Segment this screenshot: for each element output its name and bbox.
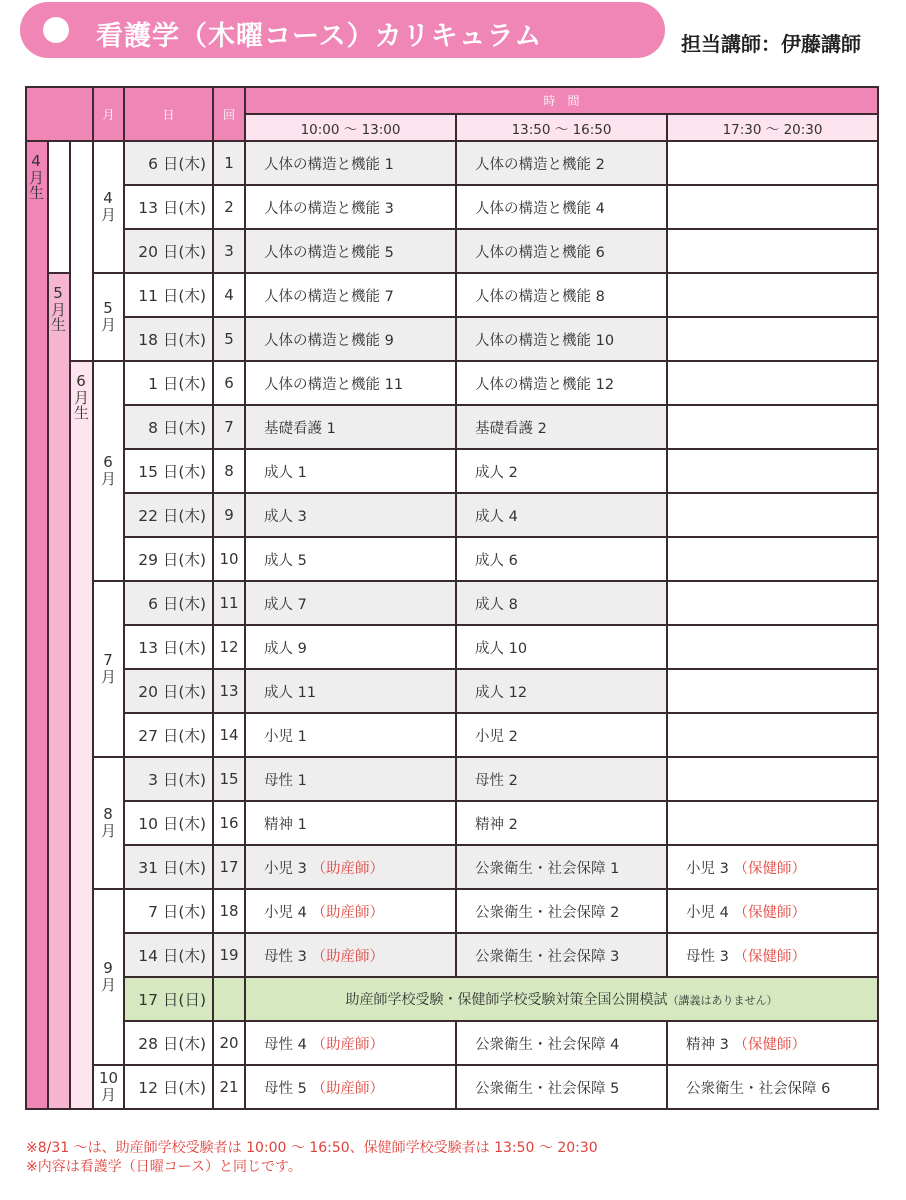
subject-slot-3: 母性 3 （保健師） — [667, 933, 878, 977]
table-row — [26, 713, 878, 757]
session-number: 21 — [213, 1065, 245, 1109]
subject-slot-1: 人体の構造と機能 5 — [245, 229, 456, 273]
subject-slot-3: 小児 4 （保健師） — [667, 889, 878, 933]
table-row — [26, 933, 878, 977]
table-row — [26, 625, 878, 669]
subject-slot-2: 基礎看護 2 — [456, 405, 667, 449]
session-number: 9 — [213, 493, 245, 537]
subject-slot-1: 人体の構造と機能 9 — [245, 317, 456, 361]
public-health-nurse-note: （保健師） — [733, 904, 806, 921]
subject-slot-1: 母性 3 （助産師） — [245, 933, 456, 977]
subject-slot-1: 小児 1 — [245, 713, 456, 757]
subject-slot-2: 人体の構造と機能 2 — [456, 141, 667, 185]
table-row — [26, 1021, 878, 1065]
session-number: 4 — [213, 273, 245, 317]
subject-slot-3 — [667, 273, 878, 317]
table-row — [26, 141, 878, 185]
subject-slot-2: 人体の構造と機能 12 — [456, 361, 667, 405]
subject-slot-2: 人体の構造と機能 8 — [456, 273, 667, 317]
subject-slot-3 — [667, 537, 878, 581]
subject-slot-1: 成人 11 — [245, 669, 456, 713]
subject-slot-2: 成人 10 — [456, 625, 667, 669]
table-row — [26, 537, 878, 581]
table-row — [26, 669, 878, 713]
month-may: 5月 — [93, 273, 124, 361]
session-number: 1 — [213, 141, 245, 185]
month-april: 4月 — [93, 141, 124, 273]
table-row — [26, 493, 878, 537]
session-number: 5 — [213, 317, 245, 361]
session-number — [213, 977, 245, 1021]
subject-slot-2: 公衆衛生・社会保障 1 — [456, 845, 667, 889]
mock-exam-notice: 助産師学校受験・保健師学校受験対策全国公開模試（講義はありません） — [245, 977, 878, 1021]
subject-slot-3 — [667, 449, 878, 493]
session-number: 8 — [213, 449, 245, 493]
date-cell: 27 日(木) — [124, 713, 213, 757]
subject-slot-3: 公衆衛生・社会保障 6 — [667, 1065, 878, 1109]
date-cell: 31 日(木) — [124, 845, 213, 889]
session-number: 13 — [213, 669, 245, 713]
table-row — [26, 757, 878, 801]
table-row-exam — [26, 977, 878, 1021]
subject-slot-3 — [667, 141, 878, 185]
subject-slot-3 — [667, 493, 878, 537]
subject-slot-3: 小児 3 （保健師） — [667, 845, 878, 889]
date-cell: 1 日(木) — [124, 361, 213, 405]
session-number: 14 — [213, 713, 245, 757]
public-health-nurse-note: （保健師） — [733, 948, 806, 965]
page-title: 看護学（木曜コース）カリキュラム — [96, 21, 543, 52]
midwife-note: （助産師） — [311, 948, 384, 965]
session-number: 17 — [213, 845, 245, 889]
table-row — [26, 581, 878, 625]
title-banner — [20, 2, 665, 58]
subject-slot-3 — [667, 185, 878, 229]
subject-slot-2: 人体の構造と機能 4 — [456, 185, 667, 229]
footnote-schedule: ※8/31 ～は、助産師学校受験者は 10:00 ～ 16:50、保健師学校受験者は 13:50 ～ 20:30 — [26, 1140, 598, 1156]
subject-slot-3 — [667, 361, 878, 405]
subject-slot-1: 成人 7 — [245, 581, 456, 625]
date-cell: 15 日(木) — [124, 449, 213, 493]
group-empty-cell — [70, 141, 93, 361]
subject-slot-1: 母性 5 （助産師） — [245, 1065, 456, 1109]
subject-slot-2: 精神 2 — [456, 801, 667, 845]
session-number: 3 — [213, 229, 245, 273]
header-slot-3: 17:30 ～ 20:30 — [667, 114, 878, 141]
midwife-note: （助産師） — [311, 1080, 384, 1097]
session-number: 6 — [213, 361, 245, 405]
subject-slot-1: 小児 4 （助産師） — [245, 889, 456, 933]
header-day: 日 — [124, 87, 213, 141]
group-label-june: 6月生 — [70, 361, 93, 1109]
session-number: 11 — [213, 581, 245, 625]
subject-slot-2: 成人 8 — [456, 581, 667, 625]
header-session: 回 — [213, 87, 245, 141]
session-number: 19 — [213, 933, 245, 977]
date-cell: 13 日(木) — [124, 185, 213, 229]
subject-slot-3 — [667, 669, 878, 713]
bullet-circle-icon — [43, 17, 69, 43]
session-number: 2 — [213, 185, 245, 229]
subject-slot-1: 成人 9 — [245, 625, 456, 669]
subject-slot-3 — [667, 713, 878, 757]
date-cell: 28 日(木) — [124, 1021, 213, 1065]
month-june: 6月 — [93, 361, 124, 581]
subject-slot-1: 人体の構造と機能 7 — [245, 273, 456, 317]
subject-slot-1: 母性 1 — [245, 757, 456, 801]
session-number: 20 — [213, 1021, 245, 1065]
date-cell: 20 日(木) — [124, 669, 213, 713]
date-cell: 22 日(木) — [124, 493, 213, 537]
table-row — [26, 361, 878, 405]
date-cell: 14 日(木) — [124, 933, 213, 977]
subject-slot-2: 成人 6 — [456, 537, 667, 581]
table-row — [26, 317, 878, 361]
group-label-may: 5月生 — [48, 273, 70, 1109]
date-cell: 6 日(木) — [124, 581, 213, 625]
subject-slot-2: 成人 4 — [456, 493, 667, 537]
table-row — [26, 273, 878, 317]
month-september: 9月 — [93, 889, 124, 1065]
session-number: 10 — [213, 537, 245, 581]
date-cell: 18 日(木) — [124, 317, 213, 361]
month-july: 7月 — [93, 581, 124, 757]
subject-slot-3 — [667, 405, 878, 449]
midwife-note: （助産師） — [311, 860, 384, 877]
date-cell: 11 日(木) — [124, 273, 213, 317]
subject-slot-2: 公衆衛生・社会保障 5 — [456, 1065, 667, 1109]
table-row — [26, 845, 878, 889]
subject-slot-3 — [667, 229, 878, 273]
table-row — [26, 889, 878, 933]
month-august: 8月 — [93, 757, 124, 889]
subject-slot-2: 公衆衛生・社会保障 4 — [456, 1021, 667, 1065]
date-cell: 13 日(木) — [124, 625, 213, 669]
subject-slot-3: 精神 3 （保健師） — [667, 1021, 878, 1065]
subject-slot-1: 基礎看護 1 — [245, 405, 456, 449]
subject-slot-1: 成人 5 — [245, 537, 456, 581]
date-cell: 8 日(木) — [124, 405, 213, 449]
subject-slot-1: 精神 1 — [245, 801, 456, 845]
footnote-content: ※内容は看護学（日曜コース）と同じです。 — [26, 1159, 302, 1175]
date-cell: 20 日(木) — [124, 229, 213, 273]
table-row — [26, 405, 878, 449]
session-number: 15 — [213, 757, 245, 801]
table-row — [26, 801, 878, 845]
session-number: 12 — [213, 625, 245, 669]
header-corner — [26, 87, 93, 141]
table-row — [26, 185, 878, 229]
public-health-nurse-note: （保健師） — [733, 860, 806, 877]
subject-slot-1: 成人 3 — [245, 493, 456, 537]
date-cell: 17 日(日) — [124, 977, 213, 1021]
header-slot-2: 13:50 ～ 16:50 — [456, 114, 667, 141]
subject-slot-3 — [667, 317, 878, 361]
subject-slot-1: 人体の構造と機能 1 — [245, 141, 456, 185]
header-slot-1: 10:00 ～ 13:00 — [245, 114, 456, 141]
subject-slot-1: 成人 1 — [245, 449, 456, 493]
table-row — [26, 449, 878, 493]
subject-slot-2: 小児 2 — [456, 713, 667, 757]
subject-slot-1: 人体の構造と機能 3 — [245, 185, 456, 229]
table-row — [26, 229, 878, 273]
session-number: 18 — [213, 889, 245, 933]
date-cell: 3 日(木) — [124, 757, 213, 801]
subject-slot-2: 人体の構造と機能 10 — [456, 317, 667, 361]
subject-slot-3 — [667, 625, 878, 669]
group-label-april: 4月生 — [26, 141, 48, 1109]
date-cell: 29 日(木) — [124, 537, 213, 581]
session-number: 7 — [213, 405, 245, 449]
header-time: 時 間 — [245, 87, 878, 114]
subject-slot-3 — [667, 757, 878, 801]
date-cell: 10 日(木) — [124, 801, 213, 845]
subject-slot-2: 公衆衛生・社会保障 3 — [456, 933, 667, 977]
date-cell: 7 日(木) — [124, 889, 213, 933]
session-number: 16 — [213, 801, 245, 845]
no-lecture-note: （講義はありません） — [667, 994, 778, 1007]
subject-slot-1: 小児 3 （助産師） — [245, 845, 456, 889]
subject-slot-2: 成人 2 — [456, 449, 667, 493]
midwife-note: （助産師） — [311, 904, 384, 921]
subject-slot-1: 母性 4 （助産師） — [245, 1021, 456, 1065]
date-cell: 6 日(木) — [124, 141, 213, 185]
month-october: 10月 — [93, 1065, 124, 1109]
header-month: 月 — [93, 87, 124, 141]
table-row — [26, 1065, 878, 1109]
footnotes — [26, 1139, 598, 1177]
subject-slot-2: 人体の構造と機能 6 — [456, 229, 667, 273]
subject-slot-3 — [667, 801, 878, 845]
subject-slot-3 — [667, 581, 878, 625]
date-cell: 12 日(木) — [124, 1065, 213, 1109]
subject-slot-1: 人体の構造と機能 11 — [245, 361, 456, 405]
midwife-note: （助産師） — [311, 1036, 384, 1053]
group-empty-cell — [48, 141, 70, 273]
instructor-label: 担当講師：伊藤講師 — [681, 32, 861, 56]
curriculum-table — [25, 86, 879, 1110]
subject-slot-2: 母性 2 — [456, 757, 667, 801]
subject-slot-2: 公衆衛生・社会保障 2 — [456, 889, 667, 933]
subject-slot-2: 成人 12 — [456, 669, 667, 713]
public-health-nurse-note: （保健師） — [733, 1036, 806, 1053]
